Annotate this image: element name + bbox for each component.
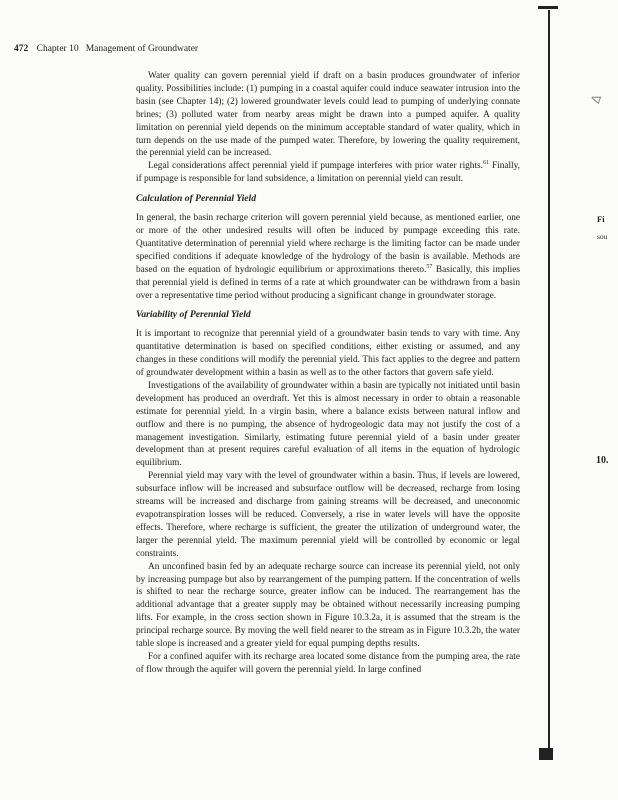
binding-edge-bottom xyxy=(539,748,553,760)
chapter-label: Chapter 10 xyxy=(36,44,79,54)
paragraph-water-quality: Water quality can govern perennial yield if draft on a basin produces groundwater of inferior quality. Possibilities include: (1) pumping in a coastal aquifer could induce seawater intrusion into the basin (see Chapter 14); (2) lowered groundwater levels could lead to pumping of underlying connate brines; (3) polluted water from nearby areas might be drawn into a pumped aquifer. A quality limitation on perennial yield depends on the minimum acceptable standard of water quality, which in turn depends on the use made of the pumped water. Therefore, by lowering the quality requirement, the perennial yield can be increased. xyxy=(136,71,520,159)
paragraph-variability-4: An unconfined basin fed by an adequate recharge source can increase its perennial yield, not only by increasing pumpage but also by rearrangement of the pumping pattern. If the concentration of wells is shifted to near the recharge source, greater inflow can be induced. The rearrangement has the additional advantage that a greater supply may be obtained without necessarily increasing pumping lifts. For example, in the cross section shown in Figure 10.3.2a, it is assumed that the stream is the principal recharge source. By moving the well field nearer to the stream as in Figure 10.3.2b, the water table slope is increased and a greater yield for equal pumping depths results. xyxy=(136,561,520,650)
paragraph-variability-3: Perennial yield may vary with the level of groundwater within a basin. Thus, if levels are lowered, subsurface inflow will be increased and subsurface outflow will be decreased, recharge from losing streams will be increased and discharge from gaining streams will be decreased, and uneconomic evapotranspiration losses will be reduced. Conversely, a rise in water levels will have the opposite effects. Therefore, where recharge is sufficient, the greater the utilization of underground water, the larger the perennial yield. The maximum perennial yield will be controlled by economic or legal constraints. xyxy=(136,471,520,559)
facing-page-fig: Fi xyxy=(597,214,605,224)
running-header xyxy=(14,44,198,54)
paragraph-legal-text: Legal considerations affect perennial yield if pumpage interferes with prior water rights. xyxy=(148,161,483,172)
binding-edge-top xyxy=(538,6,558,9)
footnote-ref: 57 xyxy=(426,263,433,270)
paragraph-variability-1: It is important to recognize that perennial yield of a groundwater basin tends to vary with time. Any quantitative determination is based on specified conditions, either existing or assumed, and any changes in these conditions will modify the perennial yield. This fact applies to the degree and pattern of groundwater development within a basin as well as to the other factors that govern safe yield. xyxy=(136,329,520,379)
paragraph-variability-2: Investigations of the availability of groundwater within a basin are typically not initiated until basin development has produced an overdraft. Yet this is almost necessary in order to obtain a reasonable estimate for perennial yield. In a virgin basin, where a balance exists between natural inflow and outflow and there is no pumping, the absence of hydrogeologic data may not justify the cost of a management investigation. Similarly, estimating future perennial yield of a basin under greater development than at present requires careful evaluation of all items in the equation of hydrologic equilibrium. xyxy=(136,380,520,469)
page-body xyxy=(136,70,520,677)
paragraph-legal-tail: Finally, if pumpage is responsible for land subsidence, a limitation on perennial yield can result. xyxy=(136,161,521,185)
paragraph-legal xyxy=(136,160,520,186)
section-heading-variability: Variability of Perennial Yield xyxy=(136,309,251,321)
facing-page-sou: sou xyxy=(597,232,608,241)
paragraph-calculation xyxy=(136,212,520,302)
paragraph-calculation-text: In general, the basin recharge criterion will govern perennial yield because, as mentioned earlier, one or more of the other undesired results will often be induced by pumpage exceeding this rate. Quantitative determination of perennial yield where recharge is the limiting factor can be made under specified conditions if adequate knowledge of the hydrology of the basin is available. Methods are based on the equation of hydrologic equilibrium or approximations thereto. xyxy=(136,213,520,275)
section-heading-calculation: Calculation of Perennial Yield xyxy=(136,193,257,205)
margin-pencil-mark: Δ xyxy=(588,92,605,106)
chapter-title: Management of Groundwater xyxy=(85,44,199,54)
binding-edge xyxy=(548,10,550,755)
footnote-ref: 61 xyxy=(483,160,489,167)
paragraph-variability-5: For a confined aquifer with its recharge area located some distance from the pumping area, the rate of flow through the aquifer will govern the perennial yield. In large confined xyxy=(136,651,520,675)
facing-page-section: 10. xyxy=(596,455,609,466)
page-number: 472 xyxy=(14,44,29,54)
paragraph-calculation-tail: Basically, this implies that perennial yield is defined in terms of a rate at which groundwater can be withdrawn from a basin over a representative time period without producing a significant change in groundwater storage. xyxy=(136,264,520,301)
